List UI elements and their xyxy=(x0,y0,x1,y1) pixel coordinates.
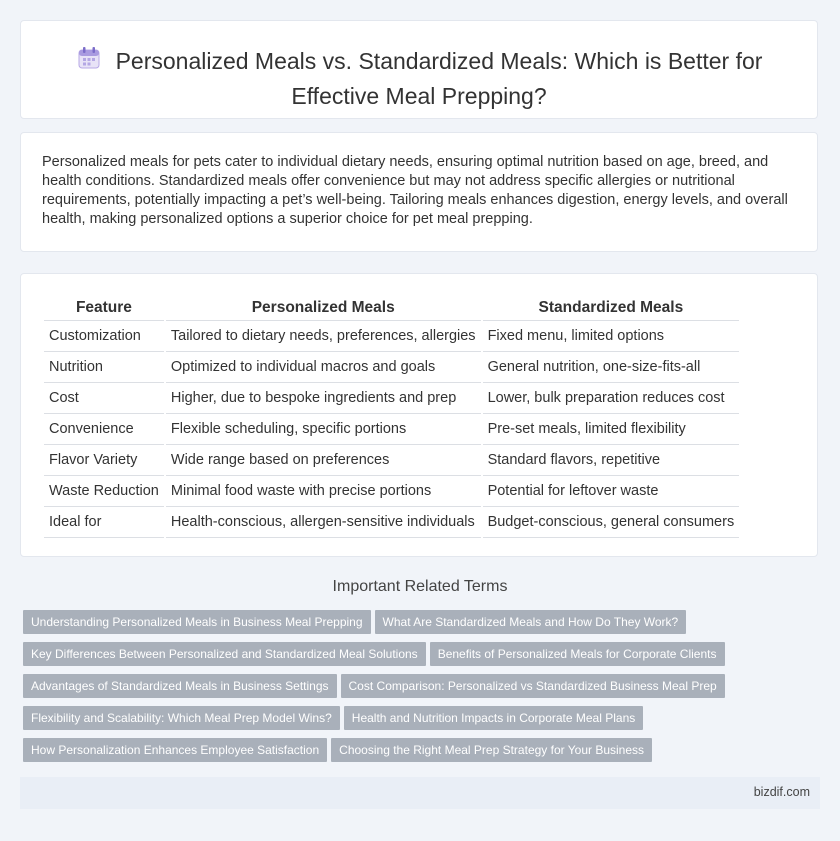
table-row xyxy=(44,507,739,538)
personalized-cell: Tailored to dietary needs, preferences, allergies xyxy=(166,321,481,352)
feature-cell: Convenience xyxy=(44,414,164,445)
related-terms-row xyxy=(23,738,723,770)
footer xyxy=(20,777,820,809)
table-row xyxy=(44,352,739,383)
header-standardized: Standardized Meals xyxy=(483,296,740,321)
related-term-tag[interactable]: Cost Comparison: Personalized vs Standardized Business Meal Prep xyxy=(341,674,725,698)
feature-cell: Customization xyxy=(44,321,164,352)
related-term-tag[interactable]: Advantages of Standardized Meals in Business Settings xyxy=(23,674,337,698)
title-card xyxy=(20,20,818,119)
table-row xyxy=(44,445,739,476)
table-row xyxy=(44,383,739,414)
table-header-row xyxy=(44,296,739,321)
standardized-cell: Budget-conscious, general consumers xyxy=(483,507,740,538)
personalized-cell: Health-conscious, allergen-sensitive individuals xyxy=(166,507,481,538)
related-term-tag[interactable]: How Personalization Enhances Employee Satisfaction xyxy=(23,738,327,762)
feature-cell: Ideal for xyxy=(44,507,164,538)
related-terms-row xyxy=(23,674,723,706)
standardized-cell: Fixed menu, limited options xyxy=(483,321,740,352)
related-terms-row xyxy=(23,610,723,642)
related-term-tag[interactable]: Health and Nutrition Impacts in Corporate Meal Plans xyxy=(344,706,643,730)
feature-cell: Waste Reduction xyxy=(44,476,164,507)
personalized-cell: Flexible scheduling, specific portions xyxy=(166,414,481,445)
related-terms-list xyxy=(23,610,723,770)
calendar-icon xyxy=(76,45,102,76)
personalized-cell: Wide range based on preferences xyxy=(166,445,481,476)
personalized-cell: Higher, due to bespoke ingredients and prep xyxy=(166,383,481,414)
standardized-cell: Pre-set meals, limited flexibility xyxy=(483,414,740,445)
standardized-cell: Potential for leftover waste xyxy=(483,476,740,507)
related-terms-row xyxy=(23,642,723,674)
related-terms-row xyxy=(23,706,723,738)
related-term-tag[interactable]: Understanding Personalized Meals in Business Meal Prepping xyxy=(23,610,371,634)
related-term-tag[interactable]: What Are Standardized Meals and How Do They Work? xyxy=(375,610,687,634)
comparison-table xyxy=(42,296,741,538)
related-term-tag[interactable]: Choosing the Right Meal Prep Strategy for Your Business xyxy=(331,738,652,762)
table-body xyxy=(44,321,739,538)
title-wrap xyxy=(21,45,817,112)
table-row xyxy=(44,414,739,445)
standardized-cell: Lower, bulk preparation reduces cost xyxy=(483,383,740,414)
table-row xyxy=(44,321,739,352)
related-term-tag[interactable]: Key Differences Between Personalized and Standardized Meal Solutions xyxy=(23,642,426,666)
related-term-tag[interactable]: Benefits of Personalized Meals for Corporate Clients xyxy=(430,642,725,666)
header-personalized: Personalized Meals xyxy=(166,296,481,321)
related-terms-title: Important Related Terms xyxy=(332,578,508,595)
feature-cell: Cost xyxy=(44,383,164,414)
personalized-cell: Minimal food waste with precise portions xyxy=(166,476,481,507)
intro-paragraph: Personalized meals for pets cater to individual dietary needs, ensuring optimal nutrition based on age, breed, and health conditions. Standardized meals offer convenience but may not address specific allergies or nutritional requirements, potentially impacting a pet’s well-being. Tailoring meals enhances digestion, energy levels, and overall health, making personalized options a superior choice for pet meal prepping. xyxy=(42,154,788,227)
table-row xyxy=(44,476,739,507)
page-title: Personalized Meals vs. Standardized Meals: Which is Better for Effective Meal Prepping? xyxy=(115,48,763,110)
intro-card xyxy=(20,132,818,252)
standardized-cell: General nutrition, one-size-fits-all xyxy=(483,352,740,383)
feature-cell: Flavor Variety xyxy=(44,445,164,476)
standardized-cell: Standard flavors, repetitive xyxy=(483,445,740,476)
table-card xyxy=(20,273,818,557)
footer-site: bizdif.com xyxy=(753,785,810,799)
header-feature: Feature xyxy=(44,296,164,321)
feature-cell: Nutrition xyxy=(44,352,164,383)
personalized-cell: Optimized to individual macros and goals xyxy=(166,352,481,383)
related-term-tag[interactable]: Flexibility and Scalability: Which Meal Prep Model Wins? xyxy=(23,706,340,730)
